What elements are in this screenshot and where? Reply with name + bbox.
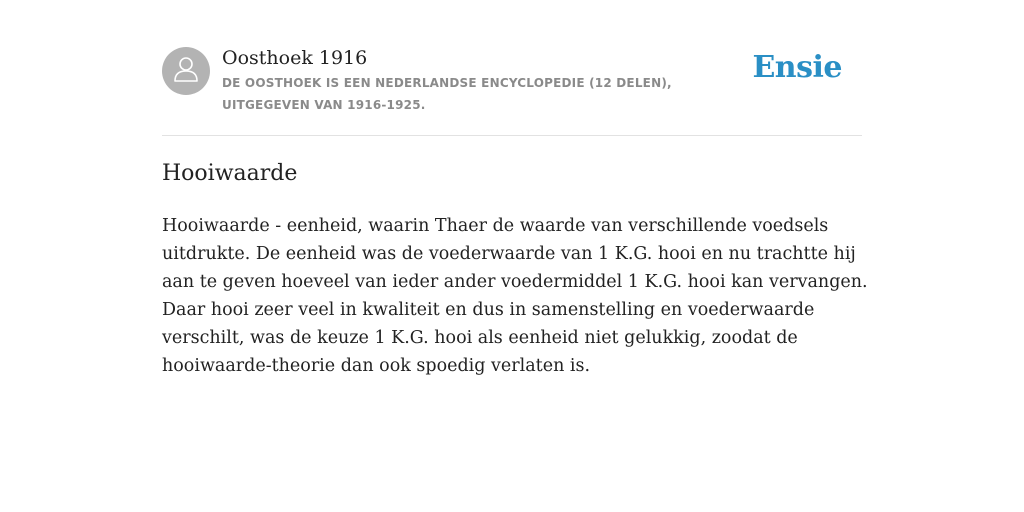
user-icon bbox=[171, 54, 201, 88]
entry-title: Hooiwaarde bbox=[162, 161, 298, 186]
source-avatar[interactable] bbox=[162, 47, 210, 95]
entry-body: Hooiwaarde - eenheid, waarin Thaer de waarde van verschillende voedsels uitdrukte. De eenheid was de voederwaarde van 1 K.G. hooi en nu trachtte hij aan te geven hoeveel van ieder ander voedermiddel 1 K.G. hooi kan vervangen. Daar hooi zeer veel in kwaliteit en dus in samenstelling en voederwaarde verschilt, was de keuze 1 K.G. hooi als eenheid niet gelukkig, zoodat de hooiwaarde-theorie dan ook spoedig verlaten is. bbox=[162, 216, 868, 376]
source-description: DE OOSTHOEK IS EEN NEDERLANDSE ENCYCLOPEDIE (12 DELEN), UITGEGEVEN VAN 1916-1925. bbox=[222, 76, 672, 112]
source-header bbox=[162, 45, 862, 136]
source-title[interactable]: Oosthoek 1916 bbox=[222, 47, 368, 69]
ensie-logo[interactable]: Ensie bbox=[752, 50, 842, 85]
